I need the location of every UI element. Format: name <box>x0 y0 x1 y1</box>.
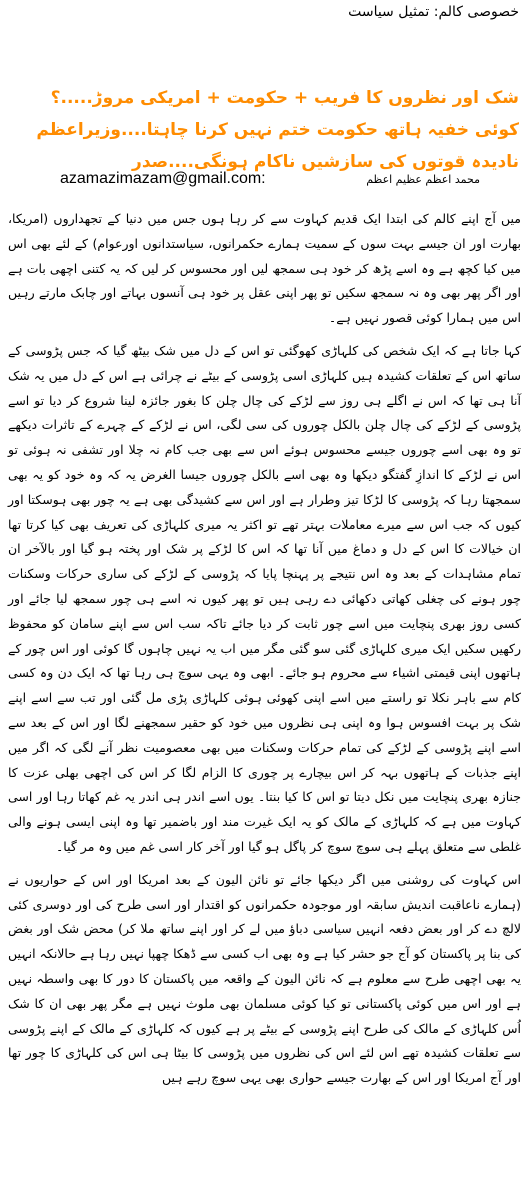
column-kicker: خصوصی کالم: تمثیل سیاست <box>348 4 519 20</box>
byline <box>60 170 480 188</box>
author-email[interactable]: azamazimazam@gmail.com: <box>60 170 266 187</box>
author-name: محمد اعظم عظیم اعظم <box>366 172 480 186</box>
headline-block <box>10 82 519 178</box>
paragraph-analysis: اس کہاوت کی روشنی میں اگر دیکھا جائے تو نائن الیون کے بعد امریکا اور اس کے حواریوں نے (ہمارے ناعاقبت اندیش سابقہ اور موجودہ حکمرانوں کو اقتدار اور اسی طرح کی اور دوسری کئی لالچ دے کر اور بعض دفعہ انہیں سیاسی دباؤ میں لے کر اور اپنے ساتھ ملا کر) محض شک اور بغض کی بنا پر پاکستان کو آج جو حشر کیا ہے وہ بھی اب کسی سے ڈھکا چھپا نہیں رہا ہے حالانکہ انہیں یہ بھی اچھی طرح سے معلوم ہے کہ نائن الیون کے واقعہ میں پاکستان کا دور کا بھی واسطہ نہیں ہے اور اس میں کوئی پاکستانی تو کیا کوئی مسلمان بھی ملوث نہیں ہے مگر پھر بھی ان کا شک اُس کلہاڑی کے مالک کی طرح اپنے پڑوسی کے بیٹے پر ہے کیوں کہ کلہاڑی کے مالک کے اپنے پڑوسی سے تعلقات کشیدہ تھے اس لئے اس کی نظروں میں پڑوسی کا بیٹا ہی اس کی کلہاڑی کا چور تھا اور آج امریکا اور اس کے بھارت جیسے حواری بھی یہی سوچ رہے ہیں <box>8 871 521 1086</box>
headline-2: کوئی خفیہ ہاتھ حکومت ختم نہیں کرنا چاہتا....وزیراعظم <box>36 120 519 140</box>
paragraph-intro: میں آج اپنے کالم کی ابتدا ایک قدیم کہاوت سے کر رہا ہوں جس میں دنیا کے تجھداروں (امریکا، بھارت اور ان جیسے بہت سوں کے سمیت ہمارے حکمرانوں، سیاستدانوں اورعوام) کے لئے بھی اس میں کیا کچھ ہے وہ اسے پڑھ کر خود ہی سمجھ لیں اور محسوس کر لیں کہ یہ کتنی اچھی بات ہے اور اگر پھر بھی وہ نہ سمجھ سکیں تو پھر اپنی عقل پر خود ہی آنسوں بہاتے اور چابک مارتے رہیں اس میں ہمارا کوئی قصور نہیں ہے۔ <box>8 211 521 326</box>
article-body <box>8 207 521 1099</box>
headline-1: شک اور نظروں کا فریب + حکومت + امریکی مروڑ.....؟ <box>50 88 519 108</box>
headline-3: نادیدہ قوتوں کی سازشیں ناکام ہونگی....صدر <box>132 152 519 172</box>
paragraph-story: کہا جاتا ہے کہ ایک شخص کی کلہاڑی کھوگئی تو اس کے دل میں شک بیٹھ گیا کہ جس پڑوسی کے ساتھ اس کے تعلقات کشیدہ ہیں کلہاڑی اسی پڑوسی کے بیٹے نے چرائی ہے اس کے دل میں یہ شک آنا ہی تھا کہ اس نے اگلے ہی روز سے لڑکے کی چال چلن کا بغور جائزہ لینا شروع کر دیا تو اسے پڑوسی کے لڑکے کی چال چلن بالکل چوروں کی سی لگی، اس نے لڑکے کے چہرے کے تاثرات دیکھے تو وہ بھی اسے چوروں جیسے محسوس ہوئے اس سے بھی جب کام نہ چلا اور تشفی نہ ہوئی تو اس نے لڑکے کا اندازِ گفتگو دیکھا وہ بھی اسے بالکل چوروں جیسا الغرض یہ کہ وہ خود کو یہ بھی سمجھتا رہا کہ پڑوسی کا لڑکا تیز وطرار ہے اور اس سے کشیدگی بھی ہے یہ چور بھی ہوسکتا اور کیوں کہ جب اس سے میرے معاملات بہتر تھے تو اکثر یہ میری کلہاڑی کی تعریف بھی کیا کرتا تھا ان خیالات کا اس کے دل و دماغ میں آنا تھا کہ اس کا لڑکے پر شک اور پختہ ہو گیا اور بالآخر ان تمام مشاہدات کے بعد وہ اس نتیجے پر پہنچا پایا کہ پڑوسی کے لڑکے کی ساری حرکات وسکنات چور ہونے کی چغلی کھاتی دکھائی دے رہی ہیں تو پھر کیوں نہ اسے ہی چور سمجھ لیا جائے اور کسی روز بھری پنچایت میں اسے چور ثابت کر دیا جائے تاکہ سب اس سے اپنے سامان کو محفوظ رکھیں سکیں ایک میری کلہاڑی گئی سو گئی مگر میں اب یہ نہیں چاہوں گا کوئی اور اس چور کے ہاتھوں اپنی قیمتی اشیاء سے محروم ہو جائے۔ ابھی وہ یہی سوچ ہی رہا تھا کہ ایک دن وہ کسی کام سے باہر نکلا تو راستے میں اسے اپنی کھوئی ہوئی کلہاڑی پڑی مل گئی اور تب سے اسے اپنے شک پر بہت افسوس ہوا وہ اپنی ہی نظروں میں خود کو حقیر سمجھنے لگا اور اس کے بعد سے اسے اپنے پڑوسی کے لڑکے کی تمام حرکات وسکنات میں بھی معصومیت نظر آنے لگی کہ اگر میں اپنے جذبات کے ہاتھوں بہہ کر اس بیچارے پر چوری کا الزام لگا کر اس کی اچھی بھلی عزت کا جنازہ بھری پنچایت میں نکل دیتا تو اس کا کیا بنتا۔ یوں اسے اندر ہی اندر یہ غم کھاتا رہا اور اسی کہاوت میں ہے کہ کلہاڑی کے مالک کو یہ ایک غیرت مند اور باضمیر تھا وہ اپنی ایسی ہونے والی غلطی سے متعلق پہلے ہی سوچ سوچ کر پاگل ہو گیا اور آخر کار اسی غم میں وہ مر گیا۔ <box>8 342 521 854</box>
